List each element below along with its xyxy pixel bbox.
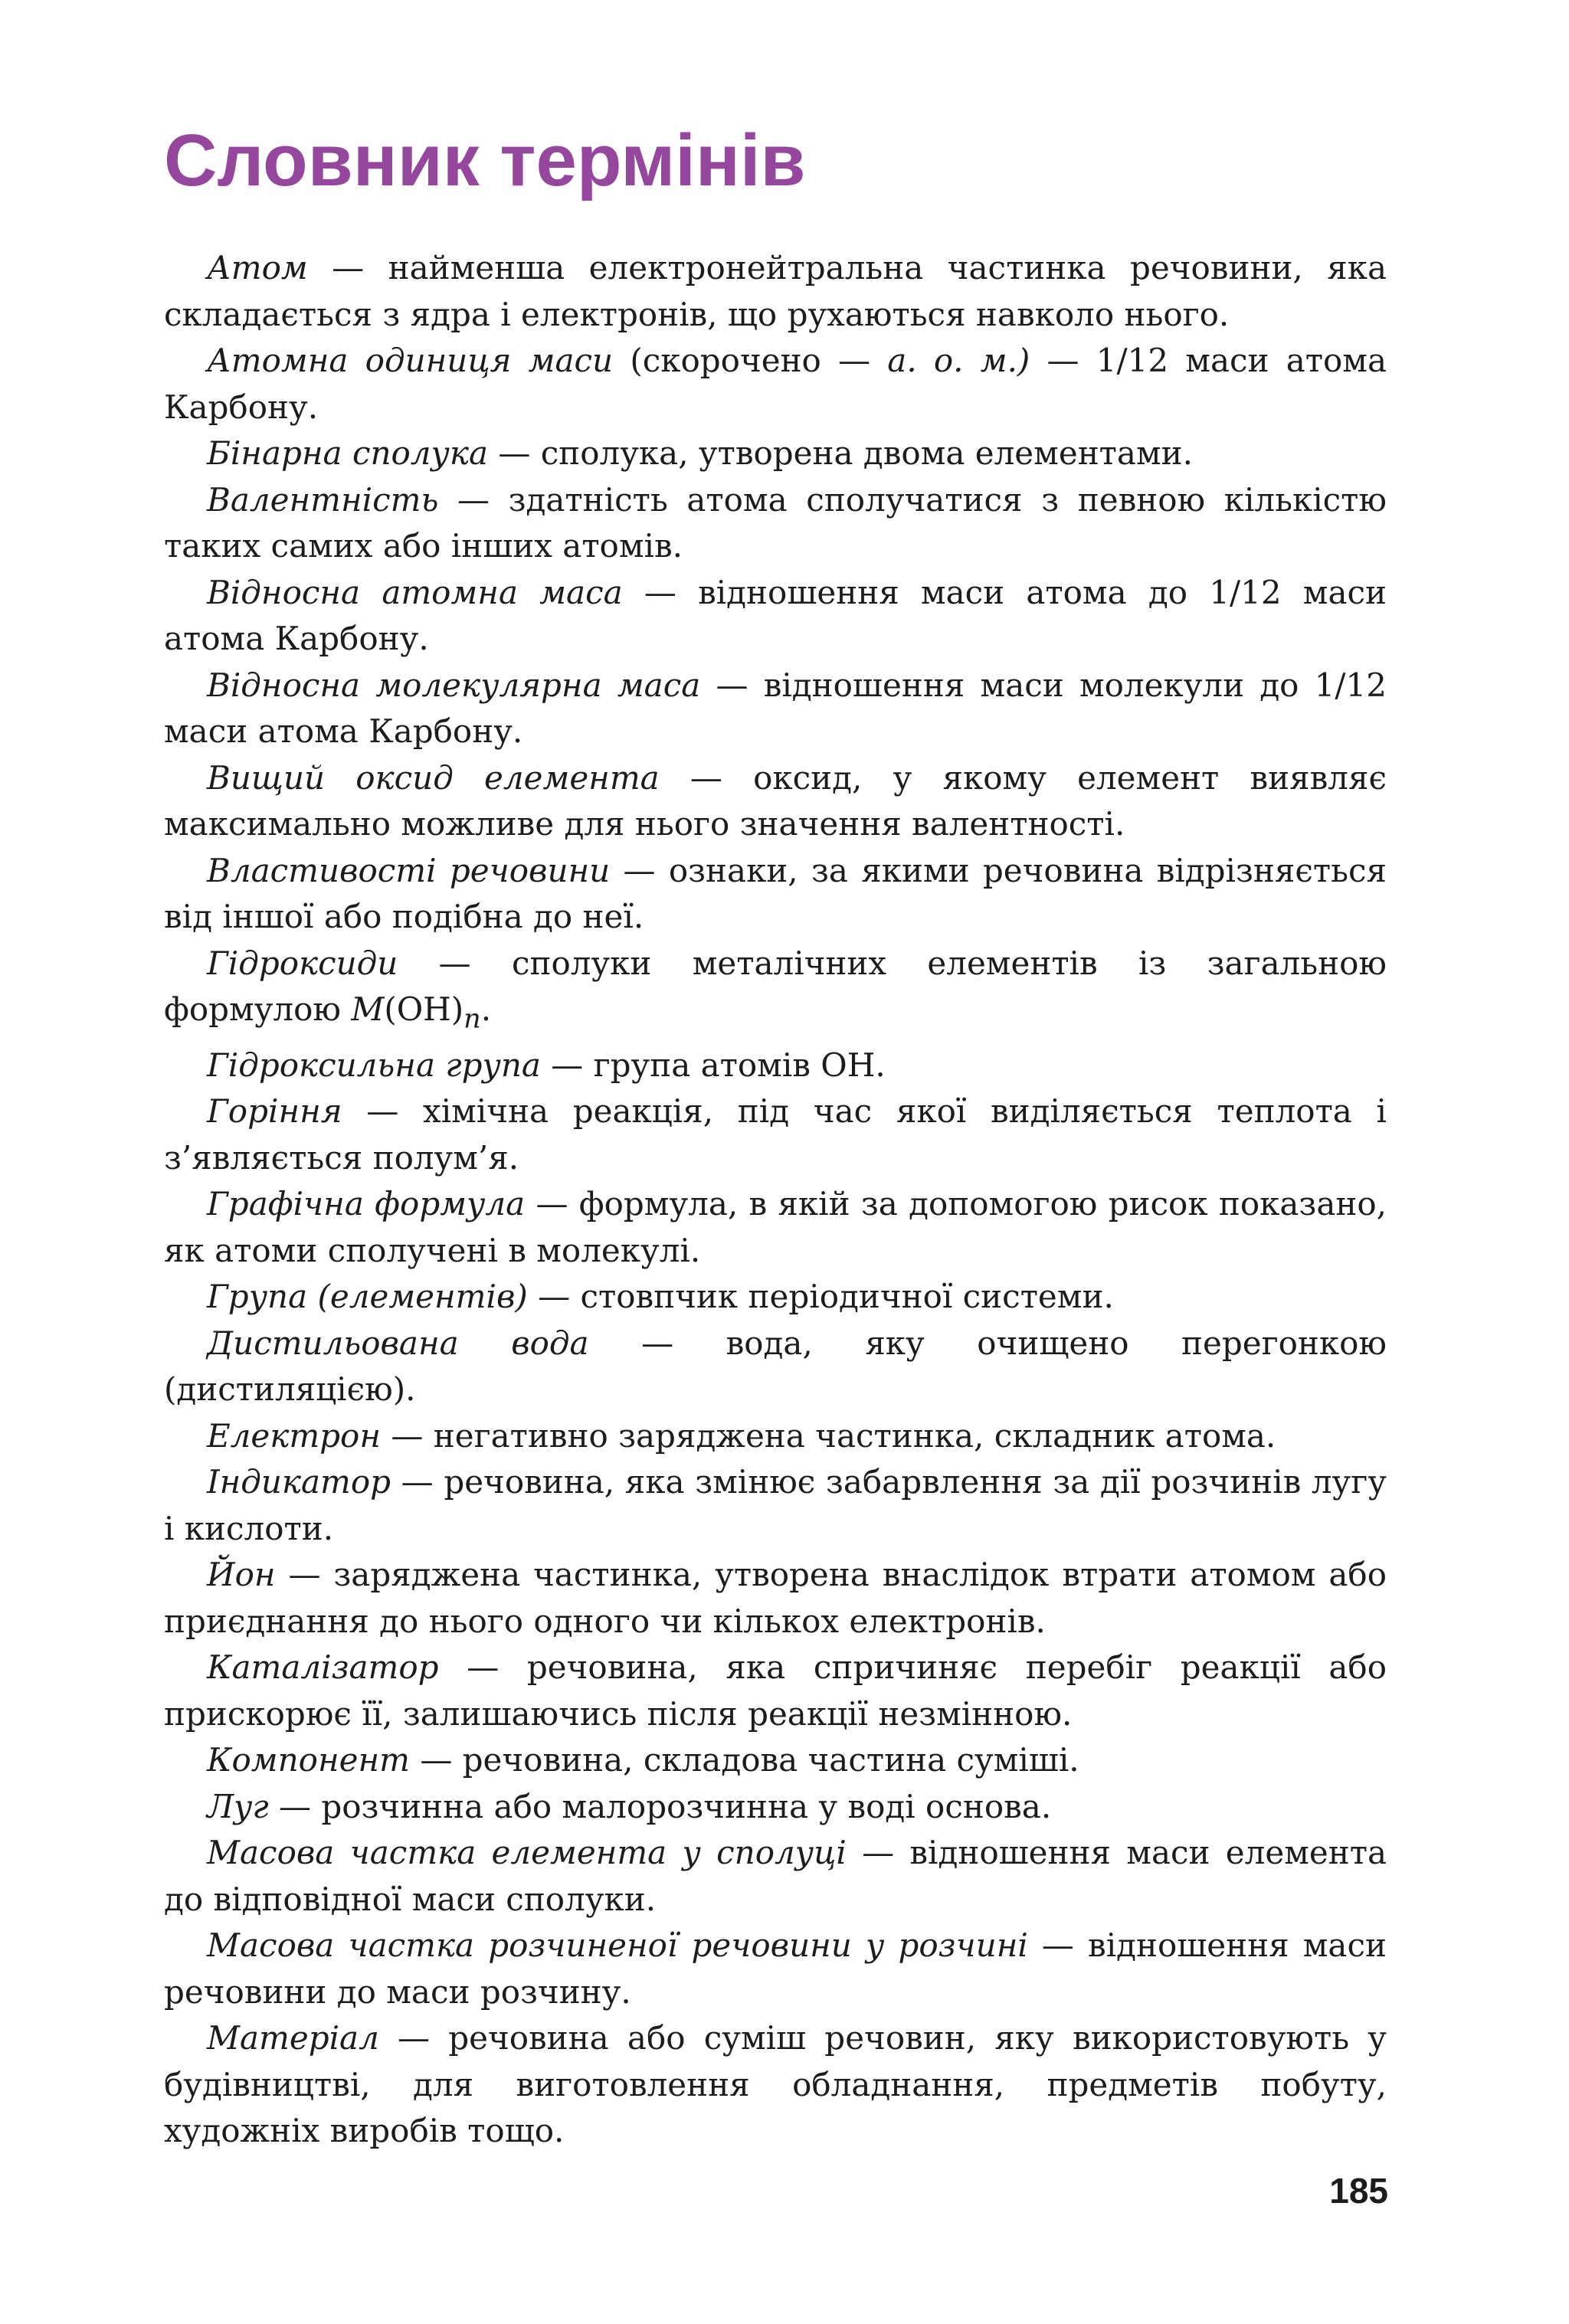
glossary-term: Дистильована вода <box>207 1324 589 1362</box>
glossary-entry-relative-molecular-mass <box>164 663 1387 755</box>
glossary-term: Каталізатор <box>207 1648 439 1687</box>
glossary-entry-group <box>164 1274 1387 1321</box>
glossary-term: Масова частка елемента у сполуці <box>207 1834 847 1872</box>
glossary-entry-valence <box>164 477 1387 570</box>
glossary-entry-material <box>164 2015 1387 2155</box>
glossary-list <box>164 245 1387 2155</box>
formula-subscript: n <box>463 1003 481 1035</box>
glossary-entry-combustion <box>164 1088 1387 1181</box>
formula-hydroxyl: (OH) <box>384 990 464 1028</box>
glossary-definition: — група атомів OH. <box>540 1046 886 1084</box>
glossary-definition: — речовина або суміш речовин, яку використовують у будівництві, для виготовлення обладнання, предметів побуту, художніх виробів тощо. <box>164 2019 1387 2150</box>
glossary-term: Бінарна сполука <box>207 434 489 472</box>
glossary-entry-indicator <box>164 1459 1387 1552</box>
glossary-entry-structural-formula <box>164 1181 1387 1274</box>
formula-metal-symbol: M <box>351 990 385 1028</box>
glossary-term: Атом <box>207 249 308 286</box>
glossary-term: Гідроксиди <box>207 944 398 982</box>
glossary-term: Валентність <box>207 480 439 519</box>
glossary-definition: — розчинна або малорозчинна у воді основа. <box>268 1787 1052 1825</box>
glossary-definition: — відношення маси молекули до 1/12 маси атома Карбону. <box>164 666 1387 750</box>
glossary-term: Матеріал <box>207 2019 379 2057</box>
glossary-term: Відносна атомна маса <box>207 573 623 611</box>
glossary-term: Вищий оксид елемента <box>207 758 660 797</box>
glossary-definition: (скорочено — <box>613 342 888 379</box>
glossary-definition: — сполуки металічних елементів із загальною формулою <box>164 944 1387 1028</box>
glossary-definition: — відношення маси речовини до маси розчину. <box>164 1926 1387 2011</box>
glossary-definition: — вода, яку очищено перегонкою (дистиляцією). <box>164 1324 1387 1409</box>
glossary-term: Електрон <box>207 1416 382 1455</box>
glossary-definition: — речовина, яка спричиняє перебіг реакції або прискорює її, залишаючись після реакції незмінною. <box>164 1648 1387 1733</box>
glossary-term: Гідроксильна група <box>207 1046 541 1084</box>
glossary-entry-ion <box>164 1552 1387 1645</box>
glossary-definition: — заряджена частинка, утворена внаслідок втрати атомом або приєднання до нього одного чи кількох електронів. <box>164 1556 1387 1640</box>
page-title: Словник термінів <box>164 119 806 201</box>
glossary-definition: — оксид, у якому елемент виявляє максимально можливе для нього значення валентності. <box>164 758 1387 843</box>
formula-end: . <box>480 990 492 1028</box>
glossary-definition: — хімічна реакція, під час якої виділяється теплота і з’являється полум’я. <box>164 1092 1387 1177</box>
glossary-term: Атомна одиниця маси <box>207 342 614 379</box>
glossary-entry-relative-atomic-mass <box>164 570 1387 663</box>
glossary-term: Масова частка розчиненої речовини у розчині <box>207 1926 1028 1965</box>
glossary-term: Графічна формула <box>207 1185 526 1223</box>
glossary-term: Властивості речовини <box>207 851 611 889</box>
glossary-definition: — ознаки, за якими речовина відрізняється від іншої або подібна до неї. <box>164 851 1387 935</box>
glossary-entry-hydroxyl-group <box>164 1043 1387 1089</box>
glossary-definition: — формула, в якій за допомогою рисок показано, як атоми сполучені в молекулі. <box>164 1185 1387 1269</box>
glossary-term: Відносна молекулярна маса <box>207 666 701 704</box>
glossary-definition-continued: — 1/12 маси атома Карбону. <box>164 342 1387 426</box>
glossary-entry-catalyst <box>164 1645 1387 1737</box>
glossary-entry-atom <box>164 245 1387 338</box>
glossary-entry-distilled-water <box>164 1321 1387 1413</box>
glossary-definition: — речовина, складова частина суміші. <box>409 1741 1079 1779</box>
glossary-entry-substance-properties <box>164 848 1387 941</box>
glossary-term: Йон <box>207 1556 276 1594</box>
glossary-entry-mass-fraction-element <box>164 1830 1387 1923</box>
glossary-definition: — здатність атома сполучатися з певною кількістю таких самих або інших атомів. <box>164 480 1387 565</box>
glossary-entry-hydroxides <box>164 941 1387 1043</box>
glossary-definition: — негативно заряджена частинка, складник атома. <box>381 1416 1276 1455</box>
glossary-entry-electron <box>164 1413 1387 1460</box>
glossary-entry-atomic-mass-unit <box>164 338 1387 430</box>
glossary-entry-higher-oxide <box>164 755 1387 848</box>
glossary-term: Група (елементів) <box>207 1278 528 1316</box>
glossary-term: Горіння <box>207 1092 342 1131</box>
glossary-entry-component <box>164 1737 1387 1784</box>
glossary-term: Луг <box>207 1787 269 1825</box>
glossary-abbreviation: а. о. м.) <box>887 342 1030 379</box>
glossary-entry-alkali <box>164 1784 1387 1831</box>
glossary-entry-binary-compound <box>164 430 1387 477</box>
glossary-definition: — відношення маси елемента до відповідної маси сполуки. <box>164 1834 1387 1918</box>
page-number: 185 <box>1329 2171 1388 2211</box>
glossary-definition: — відношення маси атома до 1/12 маси атома Карбону. <box>164 573 1387 657</box>
glossary-definition: — сполука, утворена двома елементами. <box>488 434 1193 472</box>
glossary-term: Компонент <box>207 1741 410 1779</box>
glossary-term: Індикатор <box>207 1463 391 1501</box>
glossary-entry-mass-fraction-solute <box>164 1923 1387 2015</box>
glossary-definition: — стовпчик періодичної системи. <box>527 1278 1114 1316</box>
glossary-definition: — найменша електронейтральна частинка речовини, яка складається з ядра і електронів, що рухаються навколо нього. <box>164 249 1387 333</box>
glossary-definition: — речовина, яка змінює забарвлення за дії розчинів лугу і кислоти. <box>164 1463 1387 1547</box>
